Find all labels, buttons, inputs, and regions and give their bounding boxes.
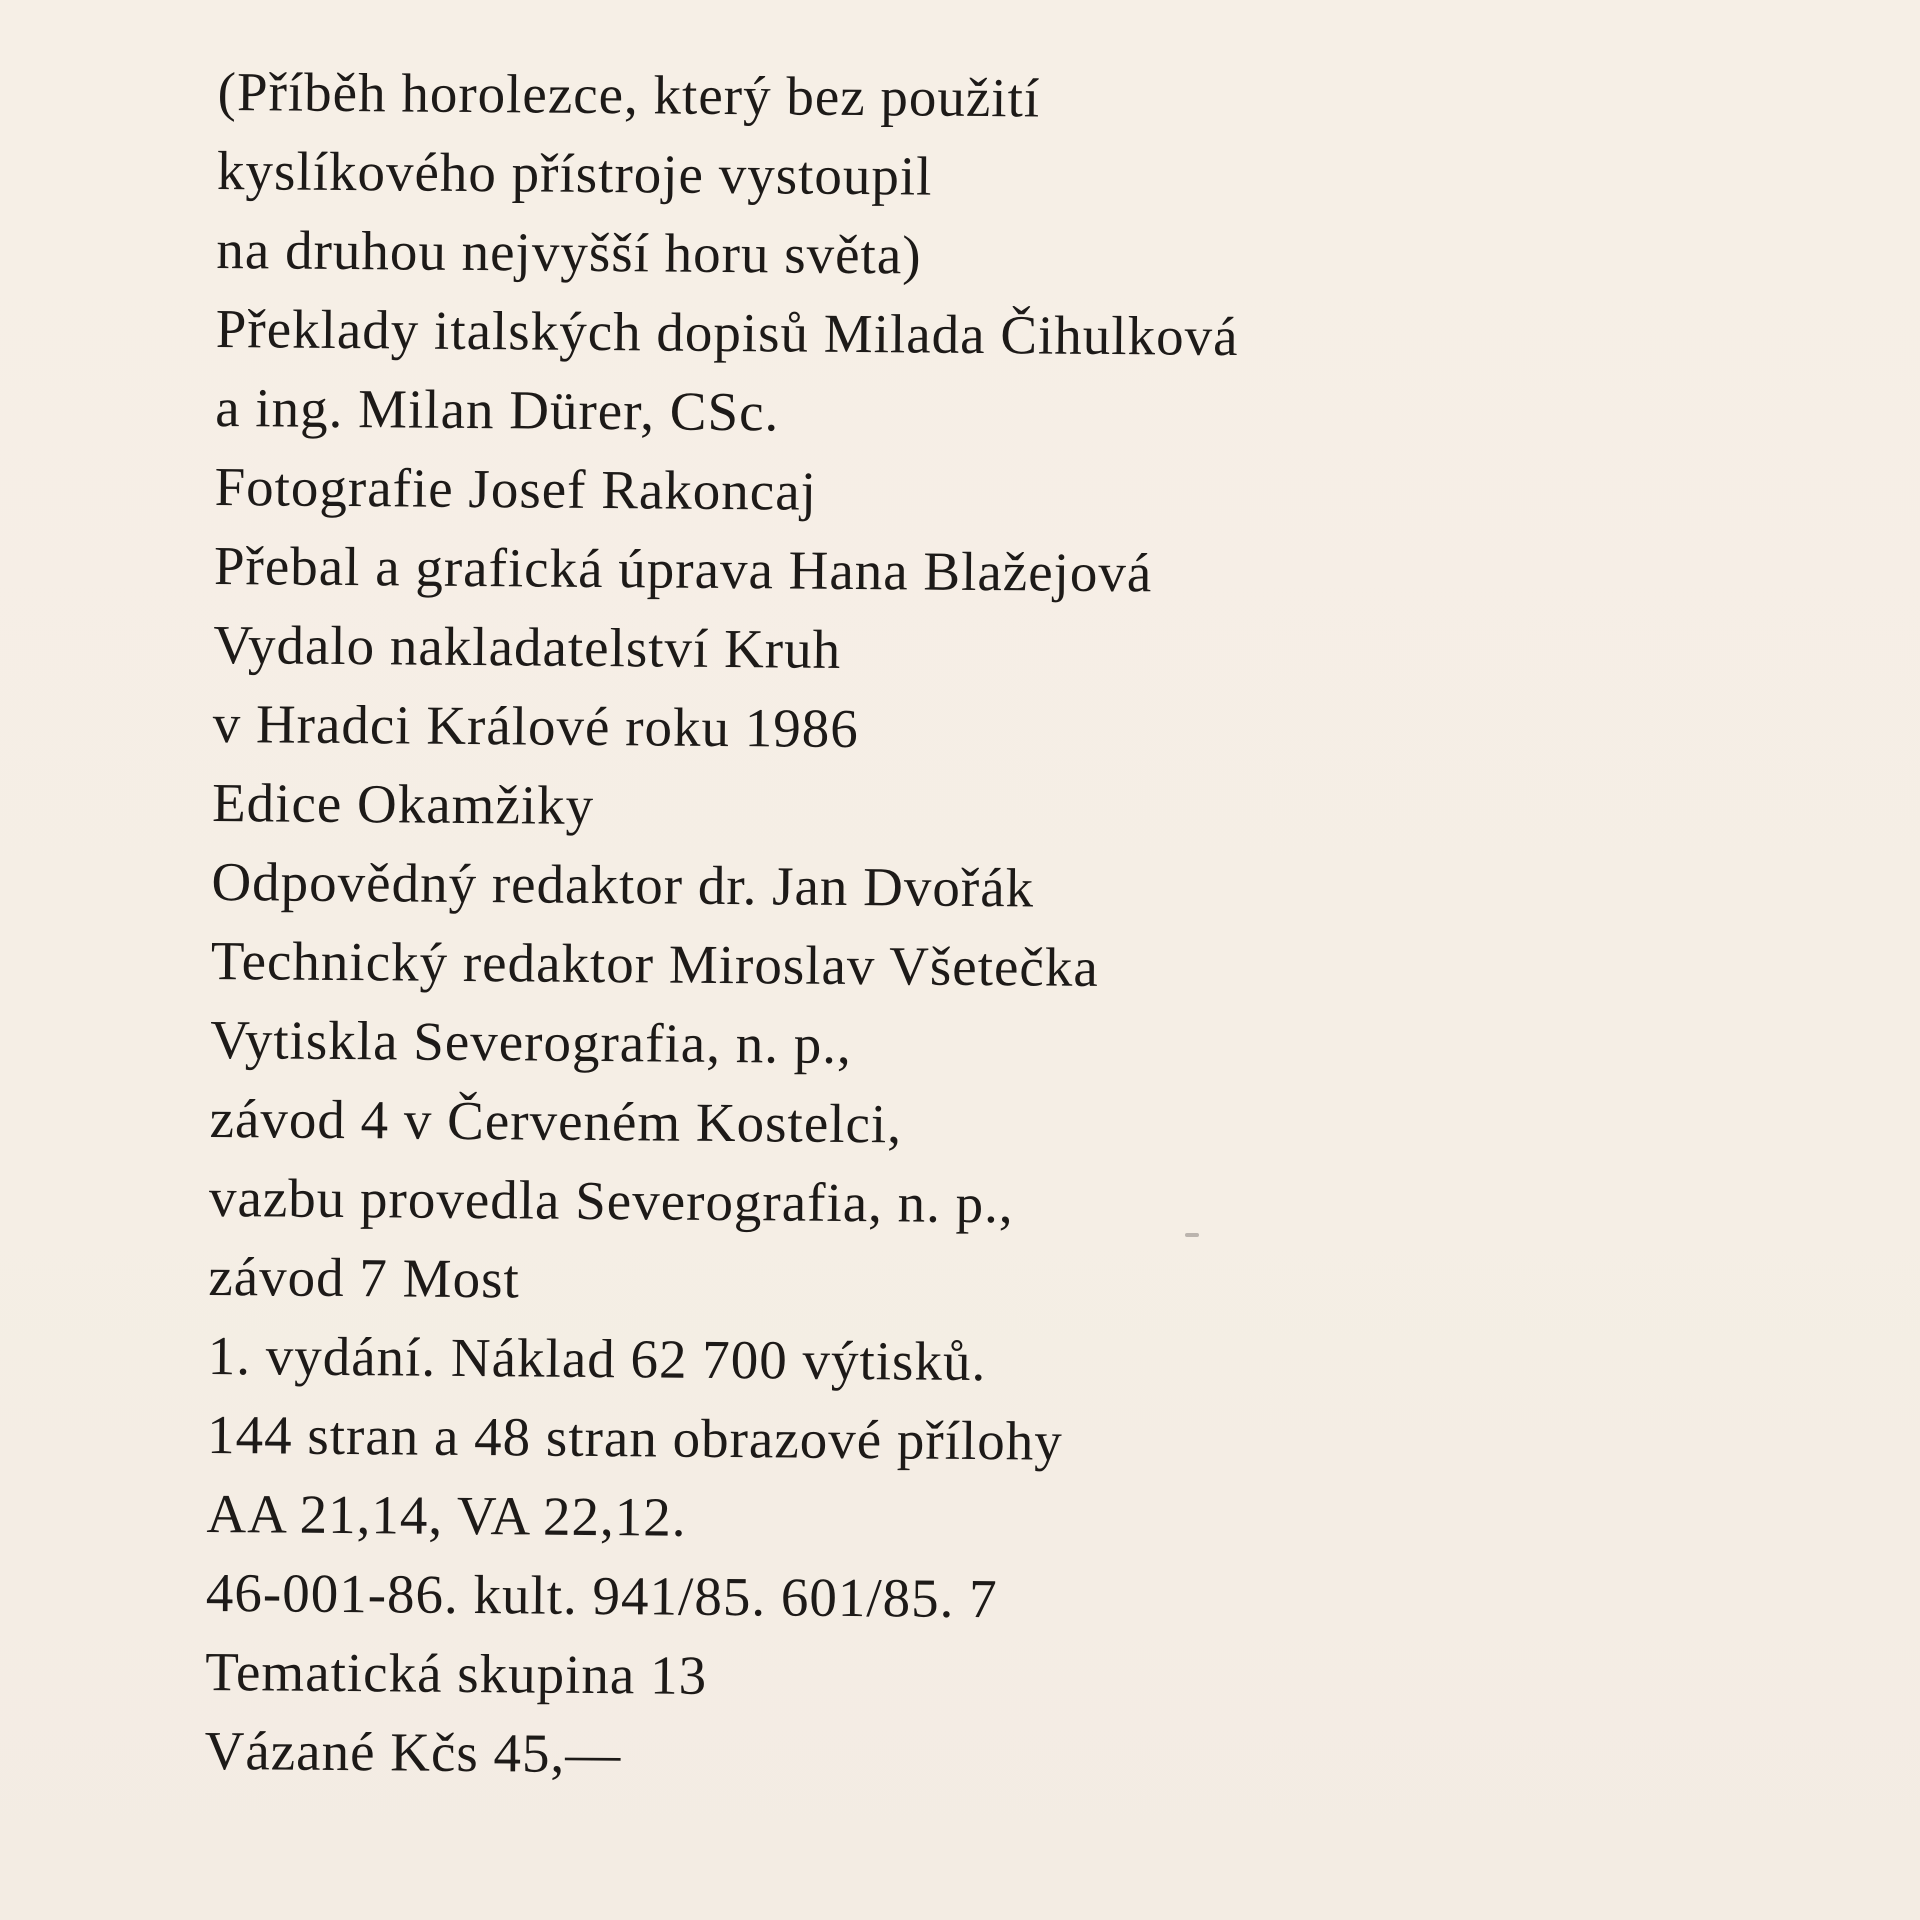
colophon-line: na druhou nejvyšší horu světa) [216,218,922,286]
colophon-line: v Hradci Králové roku 1986 [212,692,860,760]
colophon-line: Tematická skupina 13 [205,1640,708,1706]
colophon-line: Vytiskla Severografia, n. p., [210,1008,852,1076]
colophon-line: závod 7 Most [208,1245,521,1310]
colophon-line: závod 4 v Červeném Kostelci, [209,1087,903,1155]
colophon-line: Přebal a grafická úprava Hana Blažejová [213,534,1153,604]
colophon-line: Odpovědný redaktor dr. Jan Dvořák [211,850,1035,919]
colophon-line: Edice Okamžiky [211,771,595,836]
colophon-line: 1. vydání. Náklad 62 700 výtisků. [207,1324,987,1393]
colophon-line: Vázané Kčs 45,— [204,1719,622,1785]
colophon-line: (Příběh horolezce, který bez použití [217,60,1041,129]
colophon-line: Vydalo nakladatelství Kruh [213,613,842,680]
paper-speck [1185,1233,1199,1237]
colophon-line: AA 21,14, VA 22,12. [206,1482,687,1548]
colophon-line: Fotografie Josef Rakoncaj [214,455,818,522]
colophon-line: a ing. Milan Dürer, CSc. [214,376,780,443]
colophon-line: vazbu provedla Severografia, n. p., [208,1166,1014,1235]
colophon-line: Překlady italských dopisů Milada Čihulková [215,297,1239,368]
colophon-text-block [204,52,1718,1802]
colophon-line: 46-001-86. kult. 941/85. 601/85. 7 [205,1561,998,1630]
colophon-line: Technický redaktor Miroslav Všetečka [210,929,1099,998]
colophon-line: 144 stran a 48 stran obrazové přílohy [206,1403,1064,1472]
colophon-line: kyslíkového přístroje vystoupil [216,139,933,207]
